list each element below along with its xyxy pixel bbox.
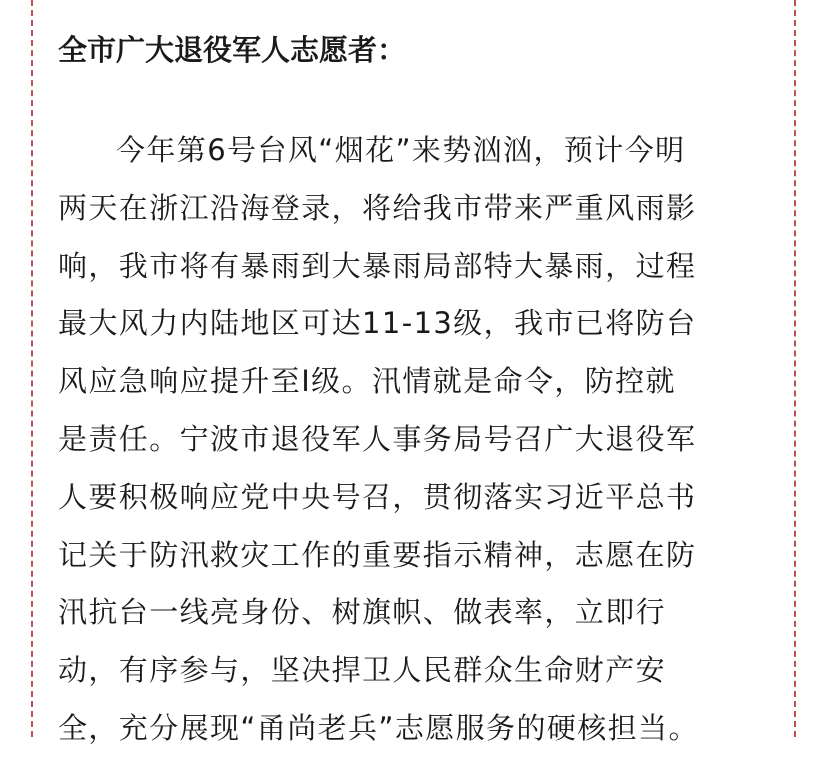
paragraph-line: 记关于防汛救灾工作的重要指示精神，志愿在防 <box>58 537 697 572</box>
paragraph-line: 是责任。宁波市退役军人事务局号召广大退役军 <box>58 421 697 456</box>
paragraph-line: 两天在浙江沿海登录，将给我市带来严重风雨影 <box>58 190 697 225</box>
salutation-heading: 全市广大退役军人志愿者： <box>58 33 407 67</box>
paragraph-line: 人要积极响应党中央号召，贯彻落实习近平总书 <box>58 479 697 514</box>
left-dashed-border <box>31 0 33 737</box>
article-body <box>58 20 774 758</box>
paragraph-line: 最大风力内陆地区可达11-13级，我市已将防台 <box>58 306 697 341</box>
paragraph-line: 今年第6号台风“烟花”来势汹汹，预计今明 <box>116 133 686 167</box>
paragraph-line: 汛抗台一线亮身份、树旗帜、做表率，立即行 <box>58 595 667 630</box>
paragraph-line: 全，充分展现“甬尚老兵”志愿服务的硬核担当。 <box>58 710 699 745</box>
appeal-paragraph <box>58 122 774 758</box>
paragraph-line: 响，我市将有暴雨到大暴雨局部特大暴雨，过程 <box>58 248 697 283</box>
paragraph-line: 风应急响应提升至Ⅰ级。汛情就是命令，防控就 <box>58 364 676 399</box>
paragraph-line: 动，有序参与，坚决捍卫人民群众生命财产安 <box>58 653 667 688</box>
right-dashed-border <box>794 0 796 737</box>
